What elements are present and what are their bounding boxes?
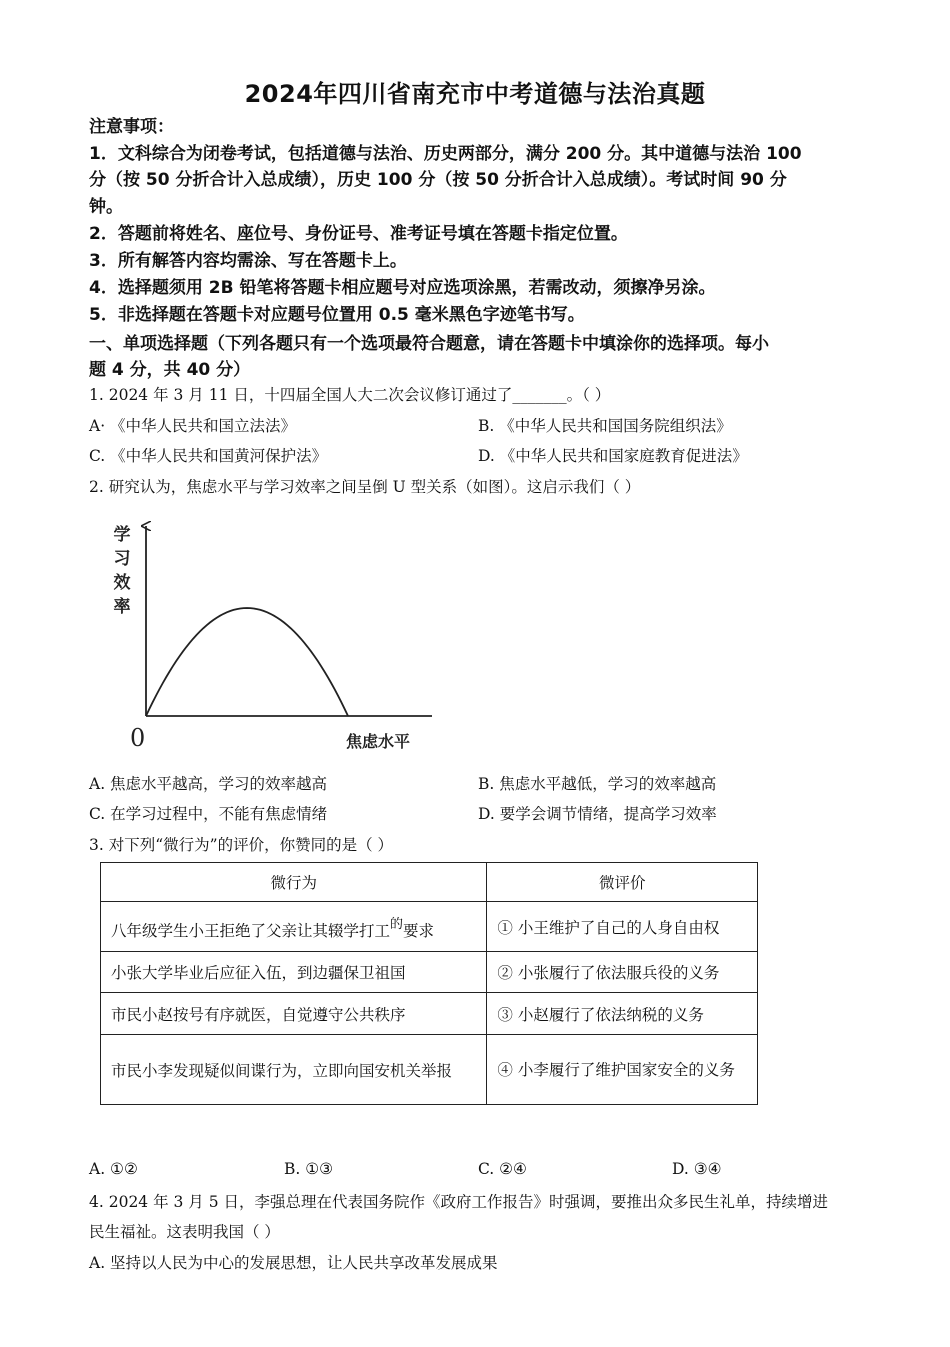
- q4-option-a[interactable]: A. 坚持以人民为中心的发展思想，让人民共享改革发展成果: [89, 1254, 498, 1272]
- q3-option-b[interactable]: B. ①③: [284, 1160, 334, 1178]
- table-row: [101, 902, 758, 952]
- table-cell-evaluation: ④ 小李履行了维护国家安全的义务: [487, 1035, 758, 1105]
- notice-item: 分（按 50 分折合计入总成绩），历史 100 分（按 50 分折合计入总成绩）。考试时间 90 分: [89, 170, 787, 190]
- table-header-row: [101, 863, 758, 902]
- table-header-behavior: 微行为: [101, 863, 487, 902]
- chart-svg: [100, 520, 440, 755]
- q2-option-d[interactable]: D. 要学会调节情绪，提高学习效率: [478, 805, 717, 823]
- table-row: [101, 1035, 758, 1105]
- q1-stem: 1. 2024 年 3 月 11 日，十四届全国人大二次会议修订通过了_______。（ ）: [89, 386, 611, 404]
- notice-item: 4．选择题须用 2B 铅笔将答题卡相应题号对应选项涂黑，若需改动，须擦净另涂。: [89, 278, 716, 298]
- section-heading: 一、单项选择题（下列各题只有一个选项最符合题意，请在答题卡中填涂你的选择项。每小: [89, 334, 769, 354]
- notice-heading: 注意事项：: [89, 117, 174, 137]
- chart-y-label: 学习效率: [113, 525, 131, 617]
- table-row: [101, 993, 758, 1035]
- table-cell-evaluation: ① 小王维护了自己的人身自由权: [487, 902, 758, 952]
- table-cell-behavior: 小张大学毕业后应征入伍，到边疆保卫祖国: [101, 952, 487, 993]
- table-header-evaluation: 微评价: [487, 863, 758, 902]
- q2-option-a[interactable]: A. 焦虑水平越高，学习的效率越高: [89, 775, 328, 793]
- behavior-superscript: 的: [390, 916, 404, 932]
- chart-x-label: 焦虑水平: [346, 732, 411, 751]
- chart-origin-label: 0: [130, 724, 146, 752]
- q2-option-c[interactable]: C. 在学习过程中，不能有焦虑情绪: [89, 805, 328, 823]
- table-row: [101, 952, 758, 993]
- page-title: 2024年四川省南充市中考道德与法治真题: [244, 80, 706, 108]
- q4-stem-cont: 民生福祉。这表明我国（ ）: [89, 1223, 280, 1241]
- notice-item: 1．文科综合为闭卷考试，包括道德与法治、历史两部分，满分 200 分。其中道德与法治 100: [89, 144, 802, 164]
- section-heading-cont: 题 4 分，共 40 分）: [89, 360, 251, 380]
- table-cell-behavior: 市民小李发现疑似间谍行为，立即向国安机关举报: [101, 1035, 487, 1105]
- behavior-tail: 要求: [403, 921, 435, 940]
- q2-option-b[interactable]: B. 焦虑水平越低，学习的效率越高: [478, 775, 717, 793]
- table-cell-behavior: [101, 902, 487, 952]
- inverted-u-curve: [146, 608, 348, 716]
- notice-item: 5．非选择题在答题卡对应题号位置用 0.5 毫米黑色字迹笔书写。: [89, 305, 585, 325]
- table-cell-evaluation: ③ 小赵履行了依法纳税的义务: [487, 993, 758, 1035]
- q1-option-a[interactable]: A· 《中华人民共和国立法法》: [89, 417, 297, 435]
- q1-option-b[interactable]: B. 《中华人民共和国国务院组织法》: [478, 417, 732, 435]
- q1-option-c[interactable]: C. 《中华人民共和国黄河保护法》: [89, 447, 328, 465]
- notice-item: 钟。: [89, 197, 123, 217]
- q1-option-d[interactable]: D. 《中华人民共和国家庭教育促进法》: [478, 447, 748, 465]
- table-cell-behavior: 市民小赵按号有序就医，自觉遵守公共秩序: [101, 993, 487, 1035]
- q3-table: [100, 862, 758, 1105]
- q3-option-a[interactable]: A. ①②: [89, 1160, 138, 1178]
- q2-stem: 2. 研究认为，焦虑水平与学习效率之间呈倒 U 型关系（如图）。这启示我们（ ）: [89, 478, 641, 496]
- q3-option-d[interactable]: D. ③④: [672, 1160, 722, 1178]
- notice-item: 3．所有解答内容均需涂、写在答题卡上。: [89, 251, 407, 271]
- q2-chart: [100, 520, 440, 755]
- table-cell-evaluation: ② 小张履行了依法服兵役的义务: [487, 952, 758, 993]
- q3-stem: 3. 对下列“微行为”的评价，你赞同的是（ ）: [89, 836, 393, 854]
- q3-option-c[interactable]: C. ②④: [478, 1160, 527, 1178]
- q4-stem: 4. 2024 年 3 月 5 日，李强总理在代表国务院作《政府工作报告》时强调，要推出众多民生礼单，持续增进: [89, 1193, 829, 1211]
- notice-item: 2．答题前将姓名、座位号、身份证号、准考证号填在答题卡指定位置。: [89, 224, 628, 244]
- behavior-text: 八年级学生小王拒绝了父亲让其辍学打工: [111, 921, 391, 940]
